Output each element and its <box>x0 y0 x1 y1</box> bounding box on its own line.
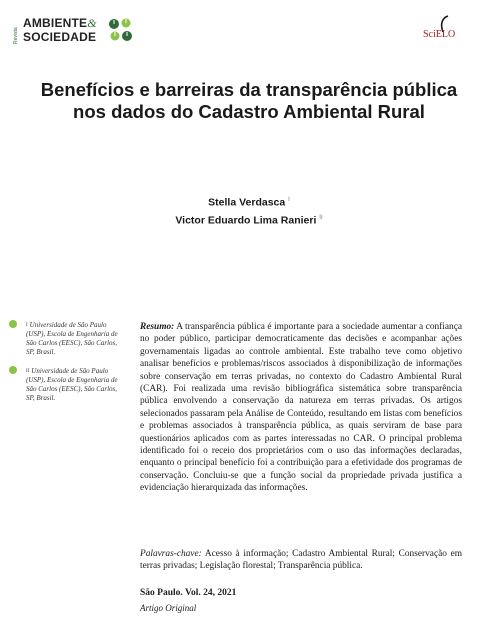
bullet-icon <box>9 366 17 374</box>
scielo-logo <box>423 14 465 48</box>
keywords <box>140 548 462 573</box>
bullet-icon <box>9 320 17 328</box>
affiliation-text: Universidade de São Paulo (USP), Escola de Engenharia de São Carlos (EESC), São Carlos, SP, Brasil. <box>26 321 118 356</box>
tree-leaves-icon <box>106 16 136 46</box>
affiliation-marker: I <box>26 323 28 328</box>
keywords-label: Palavras-chave: <box>140 549 202 559</box>
author-name: Victor Eduardo Lima Ranieri <box>175 214 317 226</box>
affiliation-2 <box>26 367 126 403</box>
journal-logo-line1 <box>23 17 97 30</box>
author-affiliation-marker: I <box>288 197 290 203</box>
author-name: Stella Verdasca <box>208 196 286 209</box>
journal-logo-line2: SOCIEDADE <box>23 30 97 44</box>
abstract-label: Resumo: <box>140 322 175 332</box>
author-2 <box>0 211 498 229</box>
journal-ampersand: & <box>87 16 97 30</box>
article-title: Benefícios e barreiras da transparência pública nos dados do Cadastro Ambiental Rural <box>40 79 458 122</box>
author-1 <box>0 193 498 211</box>
affiliation-1 <box>26 321 126 357</box>
affiliation-text: Universidade de São Paulo (USP), Escola de Engenharia de São Carlos (EESC), São Carlos, SP, Brasil. <box>26 367 118 402</box>
journal-name-line1: AMBIENTE <box>23 16 88 30</box>
scielo-label: SciELO <box>423 29 456 40</box>
journal-logo <box>14 14 134 48</box>
volume-info: São Paulo. Vol. 24, 2021 <box>140 588 237 598</box>
article-type: Artigo Original <box>140 603 197 613</box>
keywords-text: Acesso à informação; Cadastro Ambiental Rural; Conservação em terras privadas; Legislação florestal; Transparência pública. <box>140 549 462 572</box>
abstract <box>140 321 462 495</box>
journal-logo-small-label: Revista <box>13 27 19 44</box>
author-affiliation-marker: II <box>319 214 323 221</box>
affiliation-marker: II <box>26 369 30 374</box>
abstract-text: A transparência pública é importante para a sociedade aumentar a confiança no poder público, participar democraticamente das decisões e acompanhar ações governamentais ligadas ao controle ambiental. Este trabalho teve como objetivo analisar benefícios e problemas/riscos associados à disponibilização de informações sobre conservação em terras privadas, no contexto do Cadastro Ambiental Rural (CAR). Foi realizada uma revisão bibliográfica sistemática sobre transparência pública envolvendo a conservação da natureza em terras privadas. Os artigos selecionados passaram pela Análise de Conteúdo, resultando em listas com benefícios e problemas associados à transparência pública, as quais serviram de base para questionários aplicados com as partes interessadas no CAR. O principal problema identificado foi o receio dos proprietários com o uso das informações declaradas, enquanto o principal benefício foi a contribuição para a efetividade dos programas de conservação. Concluiu-se que a função social da propriedade privada justifica a evidenciação hierarquizada das informações. <box>140 322 462 494</box>
authors <box>0 193 498 228</box>
